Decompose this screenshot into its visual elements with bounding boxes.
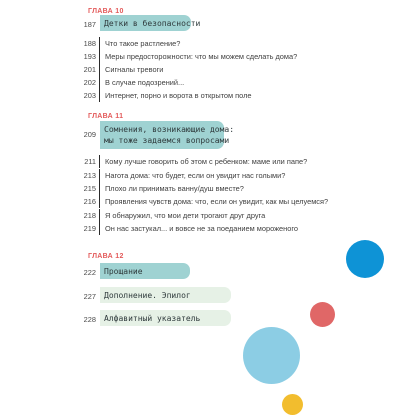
appendix-epilogue-page: 227 — [83, 292, 96, 301]
toc-page-number: 202 — [83, 78, 96, 87]
toc-page-number: 203 — [83, 91, 96, 100]
toc-page-number: 211 — [84, 157, 96, 166]
chapter-11-title-line-1[interactable]: Сомнения, возникающие дома: — [104, 125, 235, 134]
toc-entry[interactable]: Меры предосторожности: что мы можем сделать дома? — [105, 52, 298, 61]
toc-entry[interactable]: В случае подозрений... — [105, 78, 185, 87]
toc-entry[interactable]: Сигналы тревоги — [105, 65, 164, 74]
decorative-dot-yellow — [282, 394, 303, 415]
appendix-index-page: 228 — [83, 315, 96, 324]
chapter-11-title-page: 209 — [83, 130, 96, 139]
toc-page-number: 218 — [83, 211, 96, 220]
toc-divider — [99, 155, 100, 168]
chapter-12-title[interactable]: Прощание — [104, 267, 143, 276]
toc-divider — [99, 209, 100, 222]
toc-entry[interactable]: Я обнаружил, что мои дети трогают друг друга — [105, 211, 266, 220]
appendix-index-title[interactable]: Алфавитный указатель — [104, 314, 201, 323]
toc-page-number: 193 — [83, 52, 96, 61]
chapter-10-title-page: 187 — [83, 20, 96, 29]
toc-divider — [99, 169, 100, 182]
toc-entry[interactable]: Плохо ли принимать ванну/душ вместе? — [105, 184, 244, 193]
toc-divider — [99, 76, 100, 89]
toc-page-number: 201 — [83, 65, 96, 74]
toc-page-number: 216 — [83, 197, 96, 206]
toc-divider — [99, 63, 100, 76]
toc-page-number: 188 — [83, 39, 96, 48]
chapter-11-title-line-2[interactable]: мы тоже задаемся вопросами — [104, 136, 230, 145]
decorative-dot-cyan — [243, 327, 300, 384]
appendix-epilogue-title[interactable]: Дополнение. Эпилог — [104, 291, 191, 300]
chapter-12-title-page: 222 — [83, 268, 96, 277]
toc-divider — [99, 195, 100, 208]
toc-divider — [99, 50, 100, 63]
toc-divider — [99, 89, 100, 102]
toc-page-number: 213 — [83, 171, 96, 180]
toc-divider — [99, 222, 100, 235]
toc-divider — [99, 182, 100, 195]
toc-entry[interactable]: Кому лучше говорить об этом с ребенком: маме или папе? — [105, 157, 308, 166]
toc-entry[interactable]: Нагота дома: что будет, если он увидит нас голыми? — [105, 171, 286, 180]
chapter-10-title[interactable]: Детки в безопасности — [104, 19, 201, 28]
toc-entry[interactable]: Интернет, порно и ворота в открытом поле — [105, 91, 252, 100]
chapter-10-label: ГЛАВА 10 — [88, 8, 124, 15]
toc-entry[interactable]: Он нас застукал... и вовсе не за поеданием мороженого — [105, 224, 299, 233]
chapter-11-label: ГЛАВА 11 — [88, 113, 124, 120]
chapter-12-label: ГЛАВА 12 — [88, 253, 124, 260]
toc-entry[interactable]: Что такое растление? — [105, 39, 181, 48]
toc-entry[interactable]: Проявления чувств дома: что, если он увидит, как мы целуемся? — [105, 197, 329, 206]
decorative-dot-red — [310, 302, 335, 327]
toc-page-number: 219 — [83, 224, 96, 233]
decorative-dot-blue — [346, 240, 384, 278]
toc-divider — [99, 37, 100, 50]
toc-page-number: 215 — [83, 184, 96, 193]
